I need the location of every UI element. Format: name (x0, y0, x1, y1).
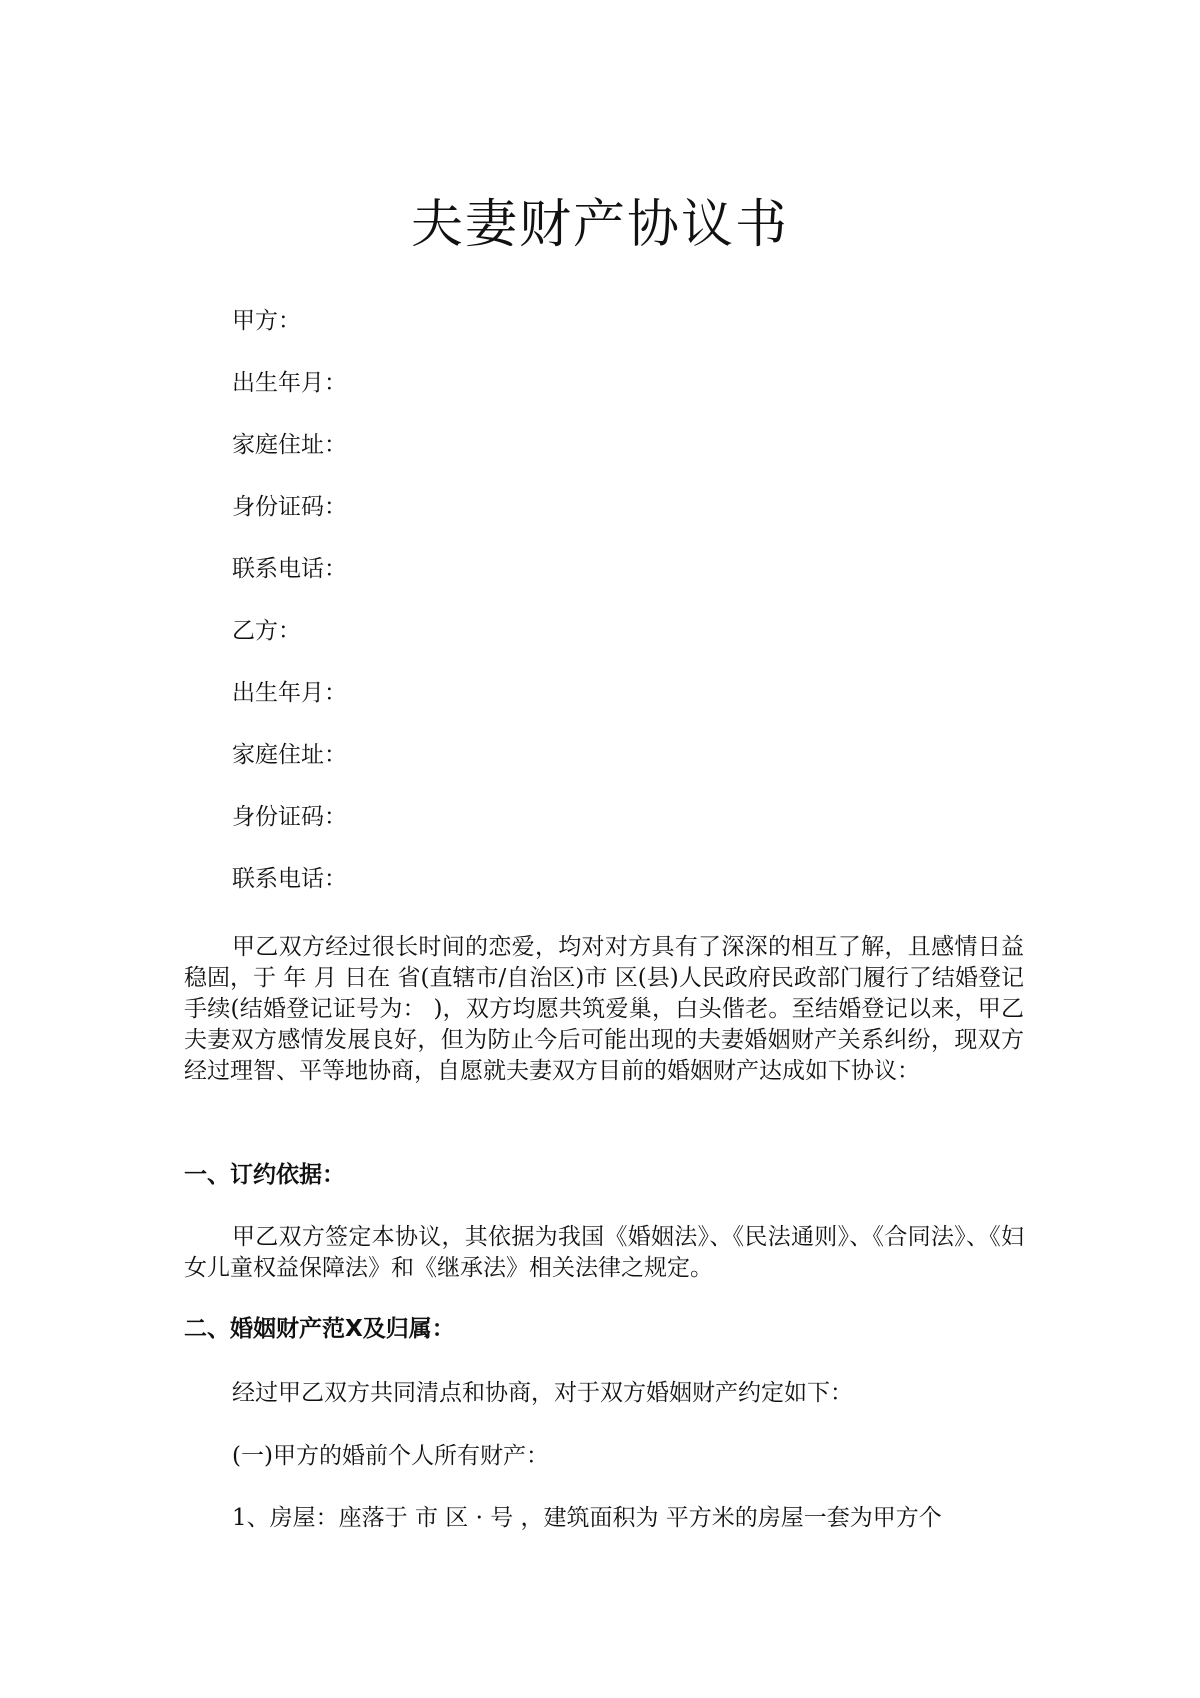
party-a-phone-field: 联系电话： (232, 556, 347, 582)
party-info-block (232, 306, 1032, 926)
document-title: 夫妻财产协议书 (410, 195, 789, 255)
party-b-label: 乙方： (232, 618, 301, 644)
section-2-subheading: (一)甲方的婚前个人所有财产： (232, 1443, 549, 1469)
party-b-address-field: 家庭住址： (232, 742, 347, 768)
party-b-phone-field: 联系电话： (232, 866, 347, 892)
section-1-paragraph: 甲乙双方签定本协议，其依据为我国《婚姻法》、《民法通则》、《合同法》、《妇女儿童权益保障法》和《继承法》相关法律之规定。 (184, 1224, 1024, 1281)
party-a-id-field: 身份证码： (232, 494, 347, 520)
party-b-id-field: 身份证码： (232, 804, 347, 830)
section-2-heading: 二、婚姻财产范X及归属： (184, 1316, 455, 1342)
section-2-item-1: 1、房屋：座落于 市 区 · 号 ，建筑面积为 平方米的房屋一套为甲方个 (232, 1505, 942, 1531)
party-b-birth-field: 出生年月： (232, 680, 347, 706)
section-1-heading: 一、订约依据： (184, 1162, 345, 1188)
party-a-address-field: 家庭住址： (232, 432, 347, 458)
intro-paragraph: 甲乙双方经过很长时间的恋爱，均对对方具有了深深的相互了解，且感情日益稳固，于 年 月 日在 省(直辖市/自治区)市 区(县)人民政府民政部门履行了结婚登记手续(结婚登记证号为： )，双方均愿共筑爱巢，白头偕老。至结婚登记以来，甲乙夫妻双方感情发展良好，但为防止今后可能出现的夫妻婚姻财产关系纠纷，现双方经过理智、平等地协商，自愿就夫妻双方目前的婚姻财产达成如下协议： (184, 934, 1024, 1084)
party-a-label: 甲方： (232, 308, 301, 334)
section-2-paragraph: 经过甲乙双方共同清点和协商，对于双方婚姻财产约定如下： (232, 1380, 853, 1406)
party-a-birth-field: 出生年月： (232, 370, 347, 396)
